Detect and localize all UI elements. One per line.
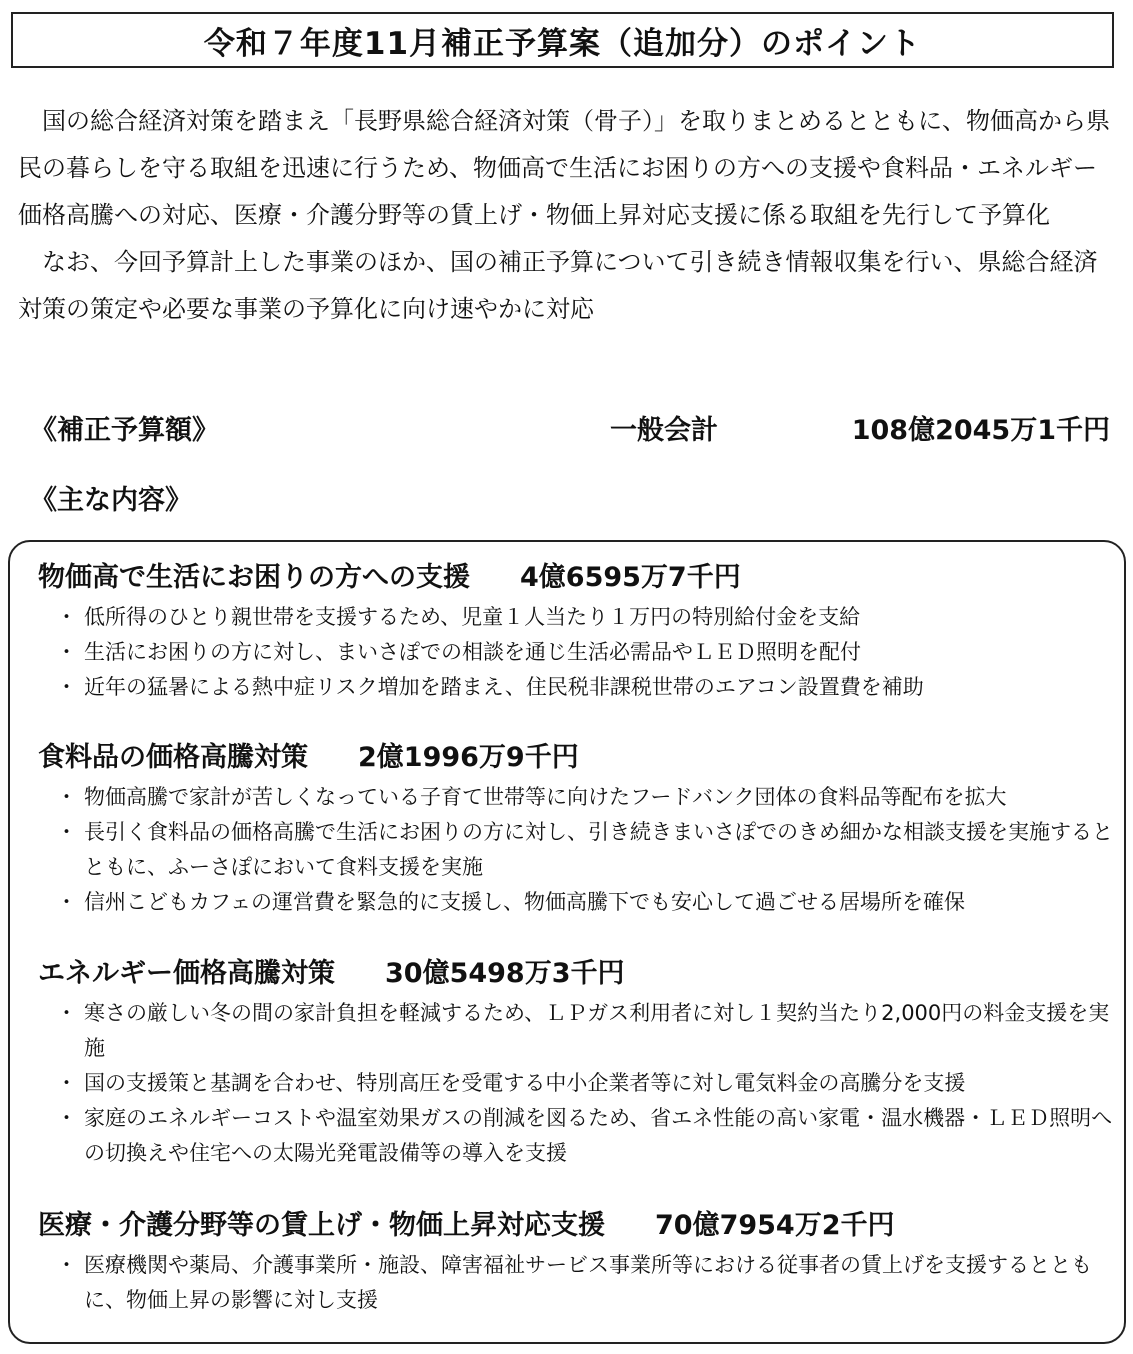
item-list: [38, 996, 1118, 1171]
list-item: ・ 寒さの厳しい冬の間の家計負担を軽減するため、ＬＰガス利用者に対し１契約当たり2,000円の料金支援を実施: [38, 996, 1118, 1066]
section-title: 食料品の価格高騰対策: [38, 742, 308, 773]
item-list: [38, 780, 1118, 920]
list-item: ・ 低所得のひとり親世帯を支援するため、児童１人当たり１万円の特別給付金を支給: [38, 600, 1118, 635]
budget-summary: [30, 402, 1110, 452]
section-amount: 30億5498万3千円: [385, 958, 625, 989]
content-panel: [8, 540, 1126, 1344]
section-amount: 2億1996万9千円: [358, 742, 579, 773]
section-title: 医療・介護分野等の賃上げ・物価上昇対応支援: [38, 1210, 605, 1241]
bullet: ・: [56, 820, 77, 844]
section-heading: [38, 738, 1118, 778]
bullet: ・: [56, 605, 77, 629]
list-item: ・ 生活にお困りの方に対し、まいさぽでの相談を通じ生活必需品やＬＥＤ照明を配付: [38, 635, 1118, 670]
list-item: ・ 医療機関や薬局、介護事業所・施設、障害福祉サービス事業所等における従事者の賃上げを支援するとともに、物価上昇の影響に対し支援: [38, 1248, 1118, 1318]
list-item: ・ 国の支援策と基調を合わせ、特別高圧を受電する中小企業者等に対し電気料金の高騰分を支援: [38, 1066, 1118, 1101]
section-heading: [38, 558, 1118, 598]
title-box: [11, 12, 1114, 68]
section-amount: 70億7954万2千円: [655, 1210, 895, 1241]
summary-label: 《補正予算額》: [30, 415, 219, 446]
page-title: 令和７年度11月補正予算案（追加分）のポイント: [203, 25, 922, 62]
intro-paragraph-1: 国の総合経済対策を踏まえ「長野県総合経済対策（骨子）」を取りまとめるとともに、物価高から県民の暮らしを守る取組を迅速に行うため、物価高で生活にお困りの方への支援や食料品・エネルギー価格高騰への対応、医療・介護分野等の賃上げ・物価上昇対応支援に係る取組を先行して予算化: [18, 107, 1110, 229]
bullet: ・: [56, 785, 77, 809]
summary-amount: 108億2045万1千円: [851, 415, 1110, 446]
intro-paragraph-2: なお、今回予算計上した事業のほか、国の補正予算について引き続き情報収集を行い、県総合経済対策の策定や必要な事業の予算化に向け速やかに対応: [18, 248, 1098, 323]
summary-account: 一般会計: [610, 415, 718, 446]
section-living-support: [38, 558, 1118, 705]
item-list: [38, 1248, 1118, 1318]
bullet: ・: [56, 675, 77, 699]
list-item: ・ 近年の猛暑による熱中症リスク増加を踏まえ、住民税非課税世帯のエアコン設置費を補助: [38, 670, 1118, 705]
list-item: ・ 家庭のエネルギーコストや温室効果ガスの削減を図るため、省エネ性能の高い家電・温水機器・ＬＥＤ照明への切換えや住宅への太陽光発電設備等の導入を支援: [38, 1101, 1118, 1171]
bullet: ・: [56, 890, 77, 914]
content-heading: 《主な内容》: [30, 485, 192, 516]
section-food-price: [38, 738, 1118, 920]
bullet: ・: [56, 640, 77, 664]
list-item: ・ 物価高騰で家計が苦しくなっている子育て世帯等に向けたフードバンク団体の食料品等配布を拡大: [38, 780, 1118, 815]
section-title: 物価高で生活にお困りの方への支援: [38, 562, 470, 593]
list-item: ・ 信州こどもカフェの運営費を緊急的に支援し、物価高騰下でも安心して過ごせる居場所を確保: [38, 885, 1118, 920]
section-heading: [38, 954, 1118, 994]
bullet: ・: [56, 1106, 77, 1130]
intro-text: [18, 98, 1118, 333]
item-list: [38, 600, 1118, 705]
section-heading: [38, 1206, 1118, 1246]
section-title: エネルギー価格高騰対策: [38, 958, 335, 989]
bullet: ・: [56, 1071, 77, 1095]
section-medical-care: [38, 1206, 1118, 1318]
section-energy-price: [38, 954, 1118, 1171]
bullet: ・: [56, 1001, 77, 1025]
section-amount: 4億6595万7千円: [520, 562, 741, 593]
list-item: ・ 長引く食料品の価格高騰で生活にお困りの方に対し、引き続きまいさぽでのきめ細かな相談支援を実施するとともに、ふーさぽにおいて食料支援を実施: [38, 815, 1118, 885]
bullet: ・: [56, 1253, 77, 1277]
